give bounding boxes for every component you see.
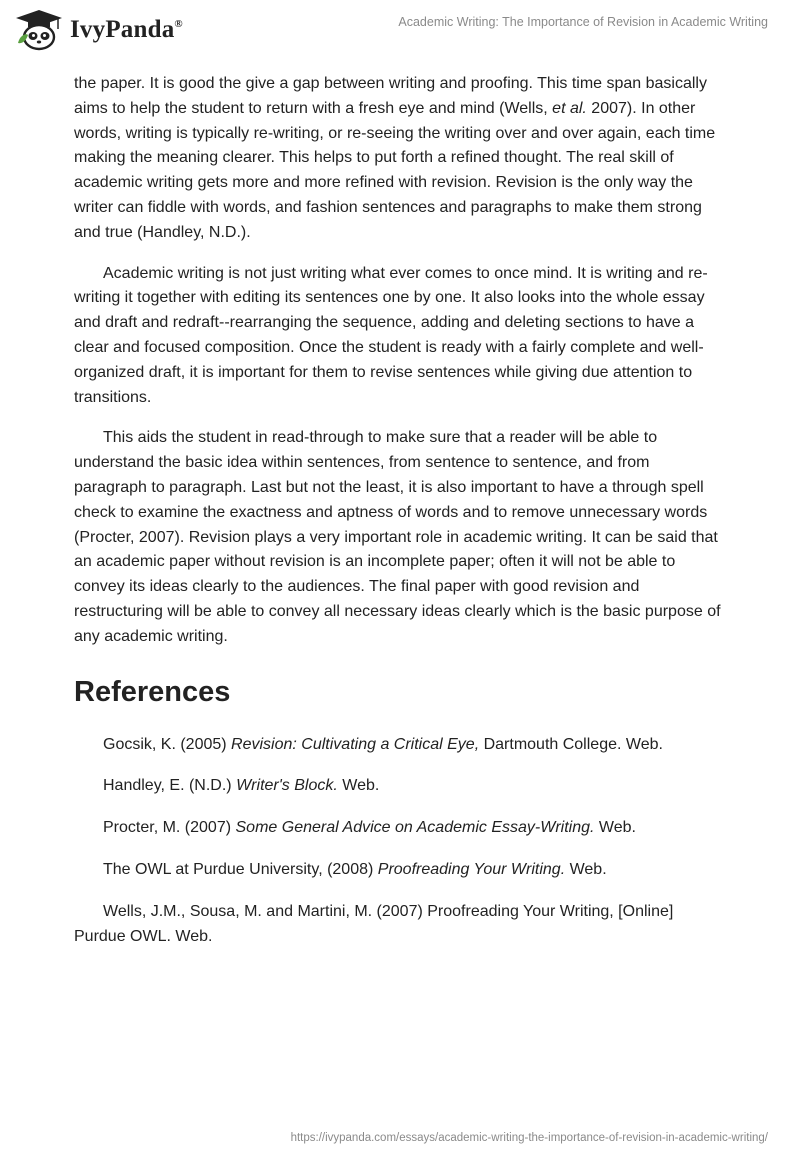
references-heading: References [74, 675, 231, 708]
panda-logo-icon [14, 9, 64, 51]
ivypanda-logo[interactable] [14, 9, 183, 51]
brand-name: IvyPanda® [70, 16, 183, 43]
reference-item: Handley, E. (N.D.) Writer's Block. Web. [103, 777, 380, 795]
references-list [74, 733, 726, 950]
paragraph-3: This aids the student in read-through to make sure that a reader will be able to understand the basic idea within sentences, from sentence to sentence, and from paragraph to paragraph. Last but not the least, it is also important to have a through spell check to examine the exactness and aptness of words and to remove unnecessary words (Procter, 2007). Revision plays a very important role in academic writing. It can be said that an academic paper without revision is an incomplete paper; often it will not be able to convey its ideas clearly to the audiences. The final paper with good revision and restructuring will be able to convey all necessary ideas clearly which is the basic purpose of any academic writing. [74, 429, 721, 645]
document-title: Academic Writing: The Importance of Revision in Academic Writing [398, 15, 768, 29]
reference-item: Wells, J.M., Sousa, M. and Martini, M. (2007) Proofreading Your Writing, [Online] Purdue OWL. Web. [74, 902, 674, 945]
paragraph-1: the paper. It is good the give a gap between writing and proofing. This time span basically aims to help the student to return with a fresh eye and mind (Wells, et al. 2007). In other words, writing is typically re-writing, or re-seeing the writing over and over again, each time making the meaning clearer. This helps to put forth a refined thought. The real skill of academic writing gets more and more refined with revision. Revision is the only way the writer can fiddle with words, and fashion sentences and paragraphs to make them strong and true (Handley, N.D.). [74, 75, 716, 241]
essay-content [74, 72, 726, 966]
reference-item: The OWL at Purdue University, (2008) Proofreading Your Writing. Web. [103, 860, 607, 878]
page-header [0, 0, 800, 60]
source-url-link[interactable]: https://ivypanda.com/essays/academic-writing-the-importance-of-revision-in-academic-writing/ [290, 1132, 768, 1144]
paragraph-2: Academic writing is not just writing what ever comes to once mind. It is writing and re-writing it together with editing its sentences one by one. It also looks into the whole essay and draft and redraft--rearranging the sequence, adding and deleting sections to have a clear and focused composition. Once the student is ready with a fairly complete and well-organized draft, it is important for them to revise sentences while giving due attention to transitions. [74, 264, 708, 406]
reference-item: Gocsik, K. (2005) Revision: Cultivating a Critical Eye, Dartmouth College. Web. [103, 735, 663, 753]
reference-item: Procter, M. (2007) Some General Advice on Academic Essay-Writing. Web. [103, 819, 636, 837]
